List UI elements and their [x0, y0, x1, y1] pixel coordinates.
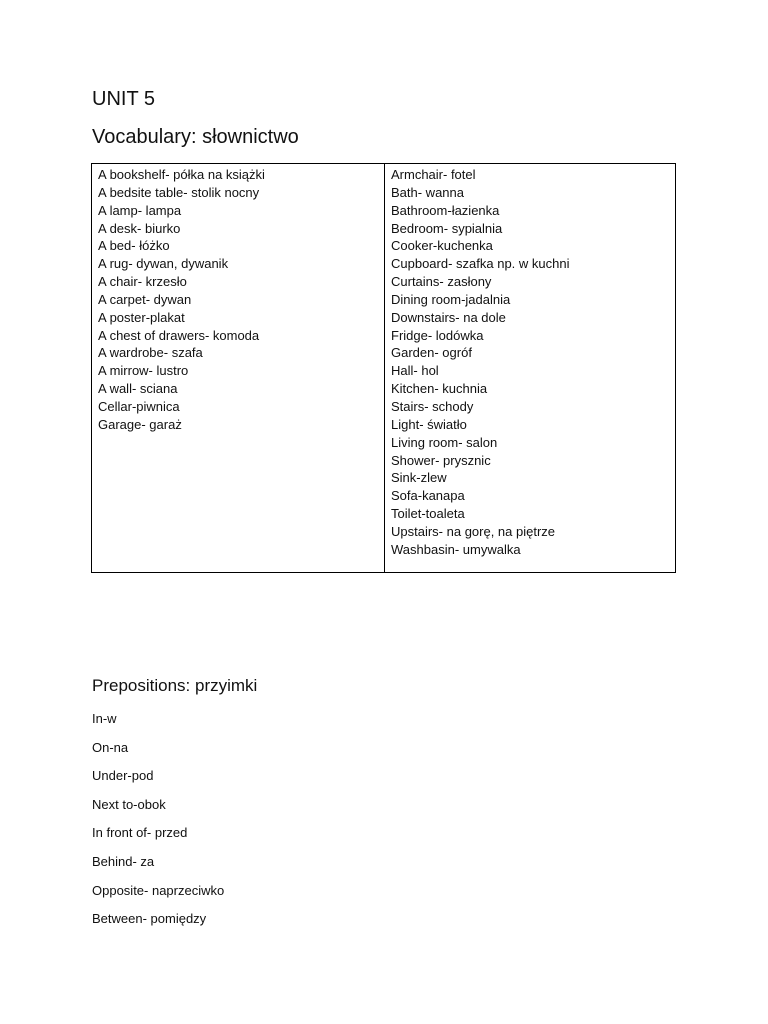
vocabulary-item: A chest of drawers- komoda — [98, 327, 260, 343]
preposition-item: In front of- przed — [92, 825, 188, 841]
vocabulary-item: A lamp- lampa — [98, 202, 182, 218]
vocabulary-item: Upstairs- na gorę, na piętrze — [391, 523, 556, 539]
vocabulary-table — [91, 163, 676, 573]
vocabulary-item: Kitchen- kuchnia — [391, 381, 488, 397]
vocabulary-item: Light- światło — [391, 416, 467, 432]
vocabulary-item: Sofa-kanapa — [391, 488, 465, 504]
vocabulary-item: A poster-plakat — [98, 309, 185, 325]
unit-title: UNIT 5 — [92, 88, 155, 110]
preposition-item: In-w — [92, 711, 117, 726]
vocabulary-left-list — [98, 166, 378, 434]
vocabulary-item: Toilet-toaleta — [391, 506, 465, 522]
vocabulary-item: Curtains- zasłony — [391, 274, 492, 290]
vocabulary-item: Armchair- fotel — [391, 167, 476, 182]
preposition-item: Under-pod — [92, 768, 154, 784]
vocabulary-item: Living room- salon — [391, 434, 498, 450]
vocabulary-right-column — [385, 164, 675, 572]
vocabulary-item: Cooker-kuchenka — [391, 238, 493, 254]
vocabulary-item: A rug- dywan, dywanik — [98, 256, 229, 272]
vocabulary-item: A wardrobe- szafa — [98, 345, 203, 361]
vocabulary-item: A bedsite table- stolik nocny — [98, 184, 260, 200]
prepositions-heading: Prepositions: przyimki — [92, 676, 258, 695]
vocabulary-item: Bathroom-łazienka — [391, 202, 500, 218]
vocabulary-item: Downstairs- na dole — [391, 309, 506, 325]
vocabulary-item: Hall- hol — [391, 363, 439, 379]
vocabulary-item: Garden- ogróf — [391, 345, 472, 361]
vocabulary-item: Cellar-piwnica — [98, 398, 180, 414]
preposition-item: On-na — [92, 739, 129, 755]
vocabulary-item: A bookshelf- półka na książki — [98, 167, 265, 182]
vocabulary-heading: Vocabulary: słownictwo — [92, 126, 299, 148]
vocabulary-item: A mirrow- lustro — [98, 363, 189, 379]
vocabulary-item: A carpet- dywan — [98, 291, 192, 307]
vocabulary-item: Bath- wanna — [391, 184, 464, 200]
vocabulary-item: A bed- łóżko — [98, 238, 170, 254]
vocabulary-item: A chair- krzesło — [98, 274, 187, 290]
preposition-item: Behind- za — [92, 853, 155, 869]
vocabulary-item: Stairs- schody — [391, 398, 474, 414]
vocabulary-item: Shower- prysznic — [391, 452, 491, 468]
preposition-item: Between- pomiędzy — [92, 911, 207, 927]
vocabulary-left-column — [92, 164, 385, 572]
vocabulary-item: A wall- sciana — [98, 381, 178, 397]
vocabulary-item: Bedroom- sypialnia — [391, 220, 503, 236]
vocabulary-item: Dining room-jadalnia — [391, 291, 511, 307]
preposition-item: Opposite- naprzeciwko — [92, 882, 225, 898]
vocabulary-item: Garage- garaż — [98, 416, 182, 432]
vocabulary-item: A desk- biurko — [98, 220, 181, 236]
prepositions-list — [92, 711, 224, 940]
vocabulary-item: Fridge- lodówka — [391, 327, 484, 343]
preposition-item: Next to-obok — [92, 796, 166, 812]
vocabulary-right-list — [391, 166, 669, 559]
vocabulary-item: Cupboard- szafka np. w kuchni — [391, 256, 570, 272]
vocabulary-item: Sink-zlew — [391, 470, 447, 486]
vocabulary-item: Washbasin- umywalka — [391, 541, 521, 557]
